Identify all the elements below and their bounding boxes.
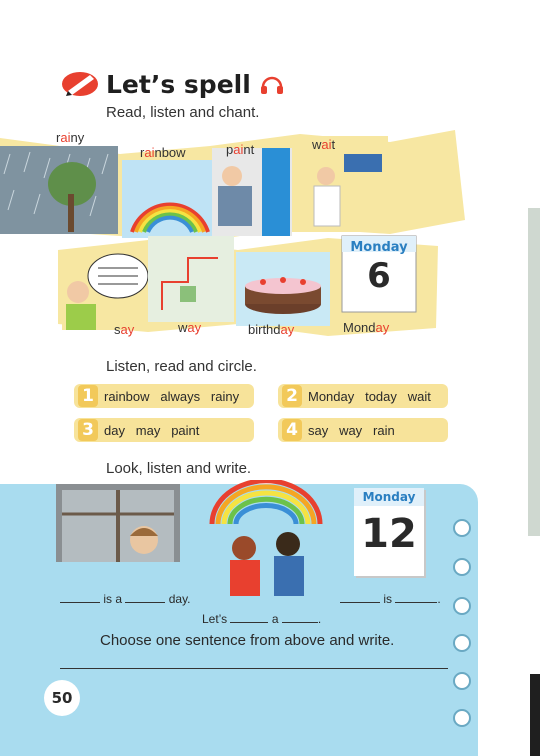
circle-words: Monday today wait xyxy=(308,388,431,404)
choose-instruction: Choose one sentence from above and write. xyxy=(100,632,395,649)
blank-input[interactable] xyxy=(125,592,165,603)
headphones-icon[interactable] xyxy=(259,71,285,97)
word-paint: paint xyxy=(226,142,255,157)
circle-item[interactable] xyxy=(278,418,448,442)
word-birthday: birthday xyxy=(248,322,295,337)
instruction-chant: Read, listen and chant. xyxy=(106,104,260,121)
page-edge-dark xyxy=(530,674,540,756)
writing-line[interactable] xyxy=(60,668,448,669)
word-monday: Monday xyxy=(343,320,390,335)
word-say: say xyxy=(114,322,135,337)
page-edge xyxy=(528,208,540,536)
blank-input[interactable] xyxy=(230,612,268,623)
number-badge: 2 xyxy=(282,385,302,407)
number-badge: 4 xyxy=(282,419,302,441)
circle-words: rainbow always rainy xyxy=(104,388,240,404)
blank-input[interactable] xyxy=(282,612,318,623)
word-rainy: rainy xyxy=(56,130,85,145)
calendar-large xyxy=(354,488,424,576)
blank-input[interactable] xyxy=(60,592,100,603)
blank-input[interactable] xyxy=(340,592,380,603)
binder-ring xyxy=(453,672,471,690)
picture-rainy-window xyxy=(56,484,180,562)
binder-ring xyxy=(453,597,471,615)
number-badge: 3 xyxy=(78,419,98,441)
picture-kids-painting xyxy=(206,480,326,596)
word-wait: wait xyxy=(312,137,336,152)
circle-item[interactable] xyxy=(74,384,254,408)
word-rainbow: rainbow xyxy=(140,145,186,160)
instruction-write: Look, listen and write. xyxy=(106,460,252,477)
pencil-badge-icon xyxy=(60,69,100,99)
calendar-small-day: Monday xyxy=(350,240,408,255)
instruction-circle: Listen, read and circle. xyxy=(106,358,257,375)
page-title: Let’s spell xyxy=(106,69,251,99)
word-way: way xyxy=(178,320,202,335)
sentence-3: Let’s a . xyxy=(202,612,322,626)
circle-item[interactable] xyxy=(74,418,254,442)
calendar-large-date: 12 xyxy=(361,511,417,557)
binder-ring xyxy=(453,709,471,727)
binder-ring xyxy=(453,558,471,576)
circle-words: say way rain xyxy=(308,422,395,438)
blank-input[interactable] xyxy=(395,592,437,603)
sentence-1: is a day. xyxy=(60,592,191,606)
calendar-small-date: 6 xyxy=(367,256,391,296)
sentence-2: is . xyxy=(340,592,441,606)
circle-item[interactable] xyxy=(278,384,448,408)
section-header xyxy=(60,66,285,102)
calendar-large-day: Monday xyxy=(354,488,424,506)
number-badge: 1 xyxy=(78,385,98,407)
binder-ring xyxy=(453,634,471,652)
page-number: 50 xyxy=(44,680,80,716)
binder-ring xyxy=(453,519,471,537)
circle-words: day may paint xyxy=(104,422,200,438)
